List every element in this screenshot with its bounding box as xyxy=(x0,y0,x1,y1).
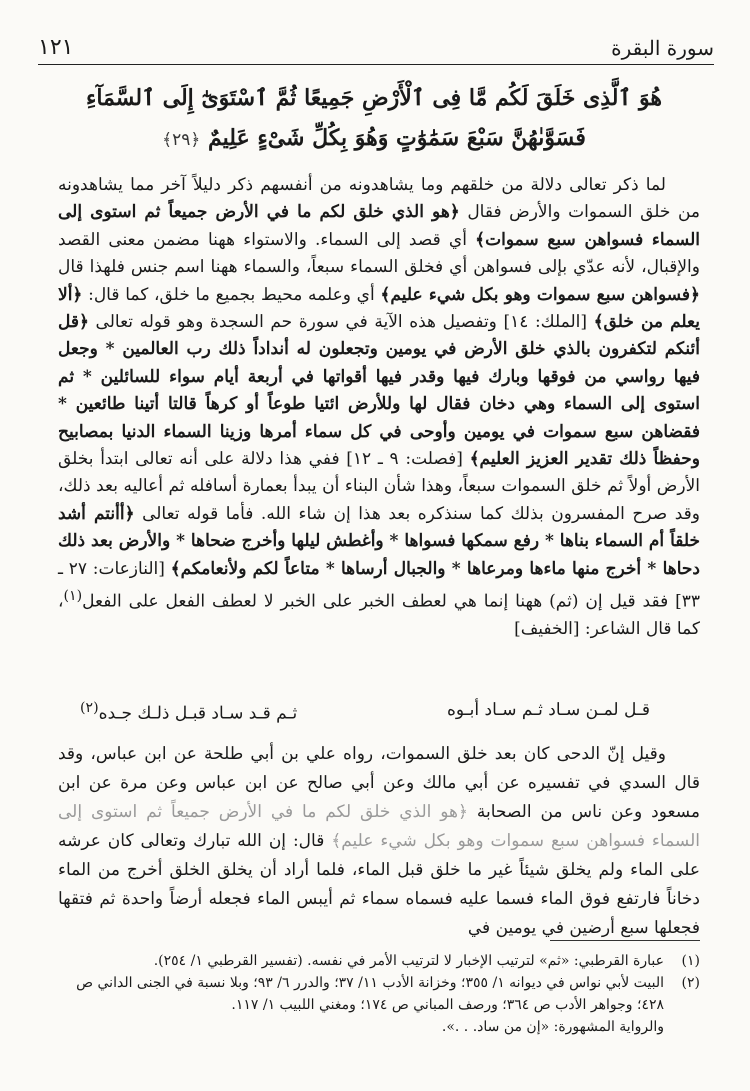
text-segment: لما ذكر تعالى دلالة من خلقهم وما يشاهدونه من أنفسهم ذكر دليلاً آخر مما يشاهدونه من خلق السموات والأرض فقال xyxy=(58,175,700,223)
text-segment: قال: إن الله تبارك وتعالى كان عرشه على الماء ولم يخلق شيئاً غير ما خلق قبل الماء، فلما أراد أن يخلق الخلق أخرج من الماء دخاناً فارتفع فوق الماء فسما عليه فسماه سماء ثم أيبس الماء فجعله أرضاً واحدة ثم فتقها فجعلها سبع أرضين في يومين في xyxy=(58,831,700,938)
commentary-text-continued xyxy=(58,740,700,943)
quote-segment: ﴿فسواهن سبع سموات وهو بكل شيء عليم﴾ xyxy=(380,284,701,305)
text-segment: وقيل إنّ الدحى كان بعد خلق السموات، رواه علي بن أبي طلحة عن ابن عباس، وقد قال السدي في تفسيره عن أبي مالك وعن أبي صالح عن ابن عباس وعن مرة عن ابن مسعود وعن ناس من الصحابة xyxy=(58,744,700,822)
quote-segment: ﴿هو الذي خلق لكم ما في الأرض جميعاً ثم استوى إلى السماء فسواهن سبع سموات﴾ xyxy=(58,202,700,250)
quran-verse xyxy=(50,78,698,160)
footnote-number: (٢) xyxy=(681,975,700,991)
poem-hemistich-second xyxy=(80,700,297,724)
poem-verse xyxy=(80,700,650,724)
faded-quote-segment: ﴿هو الذي خلق لكم ما في الأرض جميعاً ثم استوى إلى السماء فسواهن سبع سموات وهو بكل شيء عليم﴾ xyxy=(58,802,700,851)
text-segment: أي قصد إلى السماء. والاستواء ههنا مضمن معنى القصد والإقبال، لأنه عدّي بإلى فسواهن أي فخلق السماء سبعاً، والسماء ههنا اسم جنس فلهذا قال xyxy=(58,229,700,278)
footnote-number: (١) xyxy=(681,953,700,969)
footnote-divider xyxy=(550,940,700,941)
poem-hemistich-first: قـل لمـن سـاد ثـم سـاد أبـوه xyxy=(446,700,650,720)
commentary-paragraph xyxy=(58,172,700,644)
text-segment: [الملك: ١٤] وتفصيل هذه الآية في سورة حم السجدة وهو قوله تعالى xyxy=(88,312,594,333)
commentary-text xyxy=(58,172,700,644)
footnote-text: عبارة القرطبي: «ثم» لترتيب الإخبار لا لترتيب الأمر في نفسه. (تفسير القرطبي ١/ ٢٥٤). xyxy=(153,953,664,969)
text-segment: [فصلت: ٩ ـ ١٢] ففي هذا دلالة على أنه تعالى ابتدأ بخلق الأرض أولاً ثم خلق السموات سبعاً، وهذا شأن البناء أن يبدأ بعمارة أسافله ثم أعاليه بعد ذلك، وقد صرح المفسرون بذلك كما سنذكره بعد هذا إن شاء الله. فأما قوله تعالى xyxy=(58,449,700,524)
quote-segment: ﴿قل أئنكم لتكفرون بالذي خلق الأرض في يومين وتجعلون له أنداداً ذلك رب العالمين * وجعل فيها رواسي من فوقها وبارك فيها وقدر فيها أقواتها في أربعة أيام سواء للسائلين * ثم استوى إلى السماء وهي دخان فقال لها وللأرض ائتيا طوعاً أو كرهاً قالتا أتينا طائعين * فقضاهن سبع سموات في يومين وأوحى في كل سماء أمرها وزينا السماء الدنيا بمصابيح وحفظاً ذلك تقدير العزيز العليم﴾ xyxy=(58,312,700,470)
hemistich-text: ثـم قـد سـاد قبـل ذلـك جـده xyxy=(98,703,298,724)
verse-text: هُوَ ٱلَّذِى خَلَقَ لَكُم مَّا فِى ٱلْأَرْضِ جَمِيعًا ثُمَّ ٱسْتَوَىٰٓ إِلَى ٱلسَّمَآءِ فَسَوَّىٰهُنَّ سَبْعَ سَمَٰوَٰتٍ وَهُوَ بِكُلِّ شَىْءٍ عَلِيمٌ xyxy=(85,85,663,151)
footnotes xyxy=(58,950,700,1038)
commentary-paragraph xyxy=(58,740,700,943)
quote-segment: ﴿ألا يعلم من خلق﴾ xyxy=(58,284,700,333)
text-segment: [النازعات: ٢٧ ـ ٣٣] فقد قيل إن (ثم) ههنا إنما هي لعطف الخبر على الخبر لا لعطف الفعل على الفعل xyxy=(58,558,700,612)
footnote-1 xyxy=(58,950,700,972)
surah-name: سورة البقرة xyxy=(611,36,714,60)
footnote-2 xyxy=(58,972,700,1016)
footnote-mark: (٢) xyxy=(80,700,99,716)
text-segment: أي وعلمه محيط بجميع ما خلق، كما قال: xyxy=(82,284,381,305)
verse-number: ﴿٢٩﴾ xyxy=(162,130,201,150)
footnote-2-continuation: والرواية المشهورة: «إن من ساد. . .». xyxy=(441,1019,664,1035)
text-segment: ، كما قال الشاعر: [الخفيف] xyxy=(58,591,700,640)
quote-segment: ﴿أأنتم أشد خلقاً أم السماء بناها * رفع سمكها فسواها * وأغطش ليلها وأخرج ضحاها * والأرض بعد ذلك دحاها * أخرج منها ماءها ومرعاها * والجبال أرساها * متاعاً لكم ولأنعامكم﴾ xyxy=(58,503,700,579)
footnote-text: البيت لأبي نواس في ديوانه ١/ ٣٥٥؛ وخزانة الأدب ١١/ ٣٧؛ والدرر ٦/ ٩٣؛ وبلا نسبة في الجنى الداني ص ٤٢٨؛ وجواهر الأدب ص ٣٦٤؛ ورصف المباني ص ١٧٤؛ ومغني اللبيب ١/ ١١٧. xyxy=(76,975,664,1013)
page-header xyxy=(38,28,714,65)
page-number: ١٢١ xyxy=(38,35,74,60)
footnote-mark: (١) xyxy=(63,588,83,605)
